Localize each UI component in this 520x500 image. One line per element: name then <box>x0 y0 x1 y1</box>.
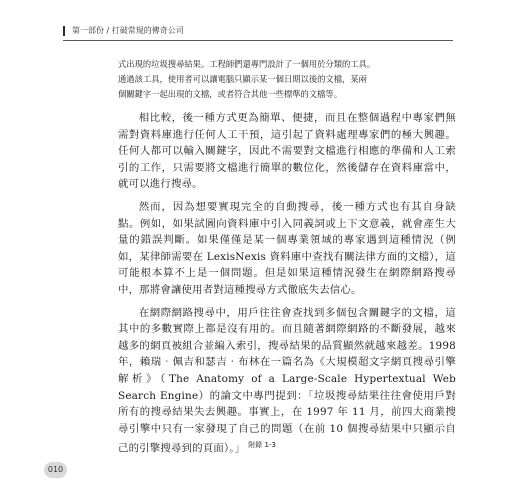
paragraph: 相比較，後一種方式更為簡單、便捷，而且在整個過程中專家們無需對資料庫進行任何人工干預，這引起了資料處理專家們的極大興趣。任何人都可以輸入關鍵字，因此不需要對文檔進行相應的準備和人工索引的工作，只需要將文檔進行簡單的數位化，然後儲存在資料庫當中，就可以進行搜尋。 <box>118 112 456 191</box>
note-line: 個關鍵字一起出現的文檔，或者符合其他一些標準的文檔等。 <box>118 89 343 99</box>
footnote-reference: 附錄 1-3 <box>248 441 276 450</box>
note-line: 式出現的垃圾搜尋結果。工程師們還專門設計了一個用於分類的工具。 <box>118 59 376 69</box>
header-rule <box>63 40 453 41</box>
paragraph-text: 在網際網路搜尋中，用戶往往會查找到多個包含關鍵字的文檔，這其中的多數實際上都是沒有用的。而且隨著網際網路的不斷發展，越來越多的網頁被組合並編入索引，搜尋結果的品質顯然就越來越差。1998 年，賴瑞‧佩吉和瑟吉‧布林在一篇名為《大規模超文字網頁搜尋引擎解析》（The Anatomy of a Large-Scale Hypertextual Web Search Engine）的論文中專門提到：「垃圾搜尋結果往往會使用戶對所有的搜尋結果失去興趣。事實上，在 1997 年 11 月，前四大商業搜尋引擎中只有一家發現了自己的問題（在前 10 個搜尋結果中只顯示自己的引擎搜尋到的頁面）。」 <box>118 306 456 455</box>
paragraph: 然而，因為想要實現完全的自動搜尋，後一種方式也有其自身缺點。例如，如果試圖向資料庫中引入同義詞或上下文意義，就會產生大量的錯誤判斷。如果僅僅是某一個專業領域的專家遇到這種情況（例如，某律師需要在 LexisNexis 資料庫中查找有關法律方面的文檔），這可能根本算不上是一個問題。但是如果這種情況發生在網際網路搜尋中，那將會讓使用者對這種搜尋方式徹底失去信心。 <box>118 200 456 296</box>
running-header: 第一部份 / 打破常規的傳奇公司 <box>72 26 184 35</box>
body-text <box>118 110 456 463</box>
note-line: 通過該工具，使用者可以讓電腦只顯示某一個日期以後的文檔，某兩 <box>118 74 367 84</box>
header-accent-bar <box>63 26 65 36</box>
note-block <box>118 57 453 102</box>
paragraph <box>118 305 456 458</box>
page-number: 010 <box>44 462 67 478</box>
